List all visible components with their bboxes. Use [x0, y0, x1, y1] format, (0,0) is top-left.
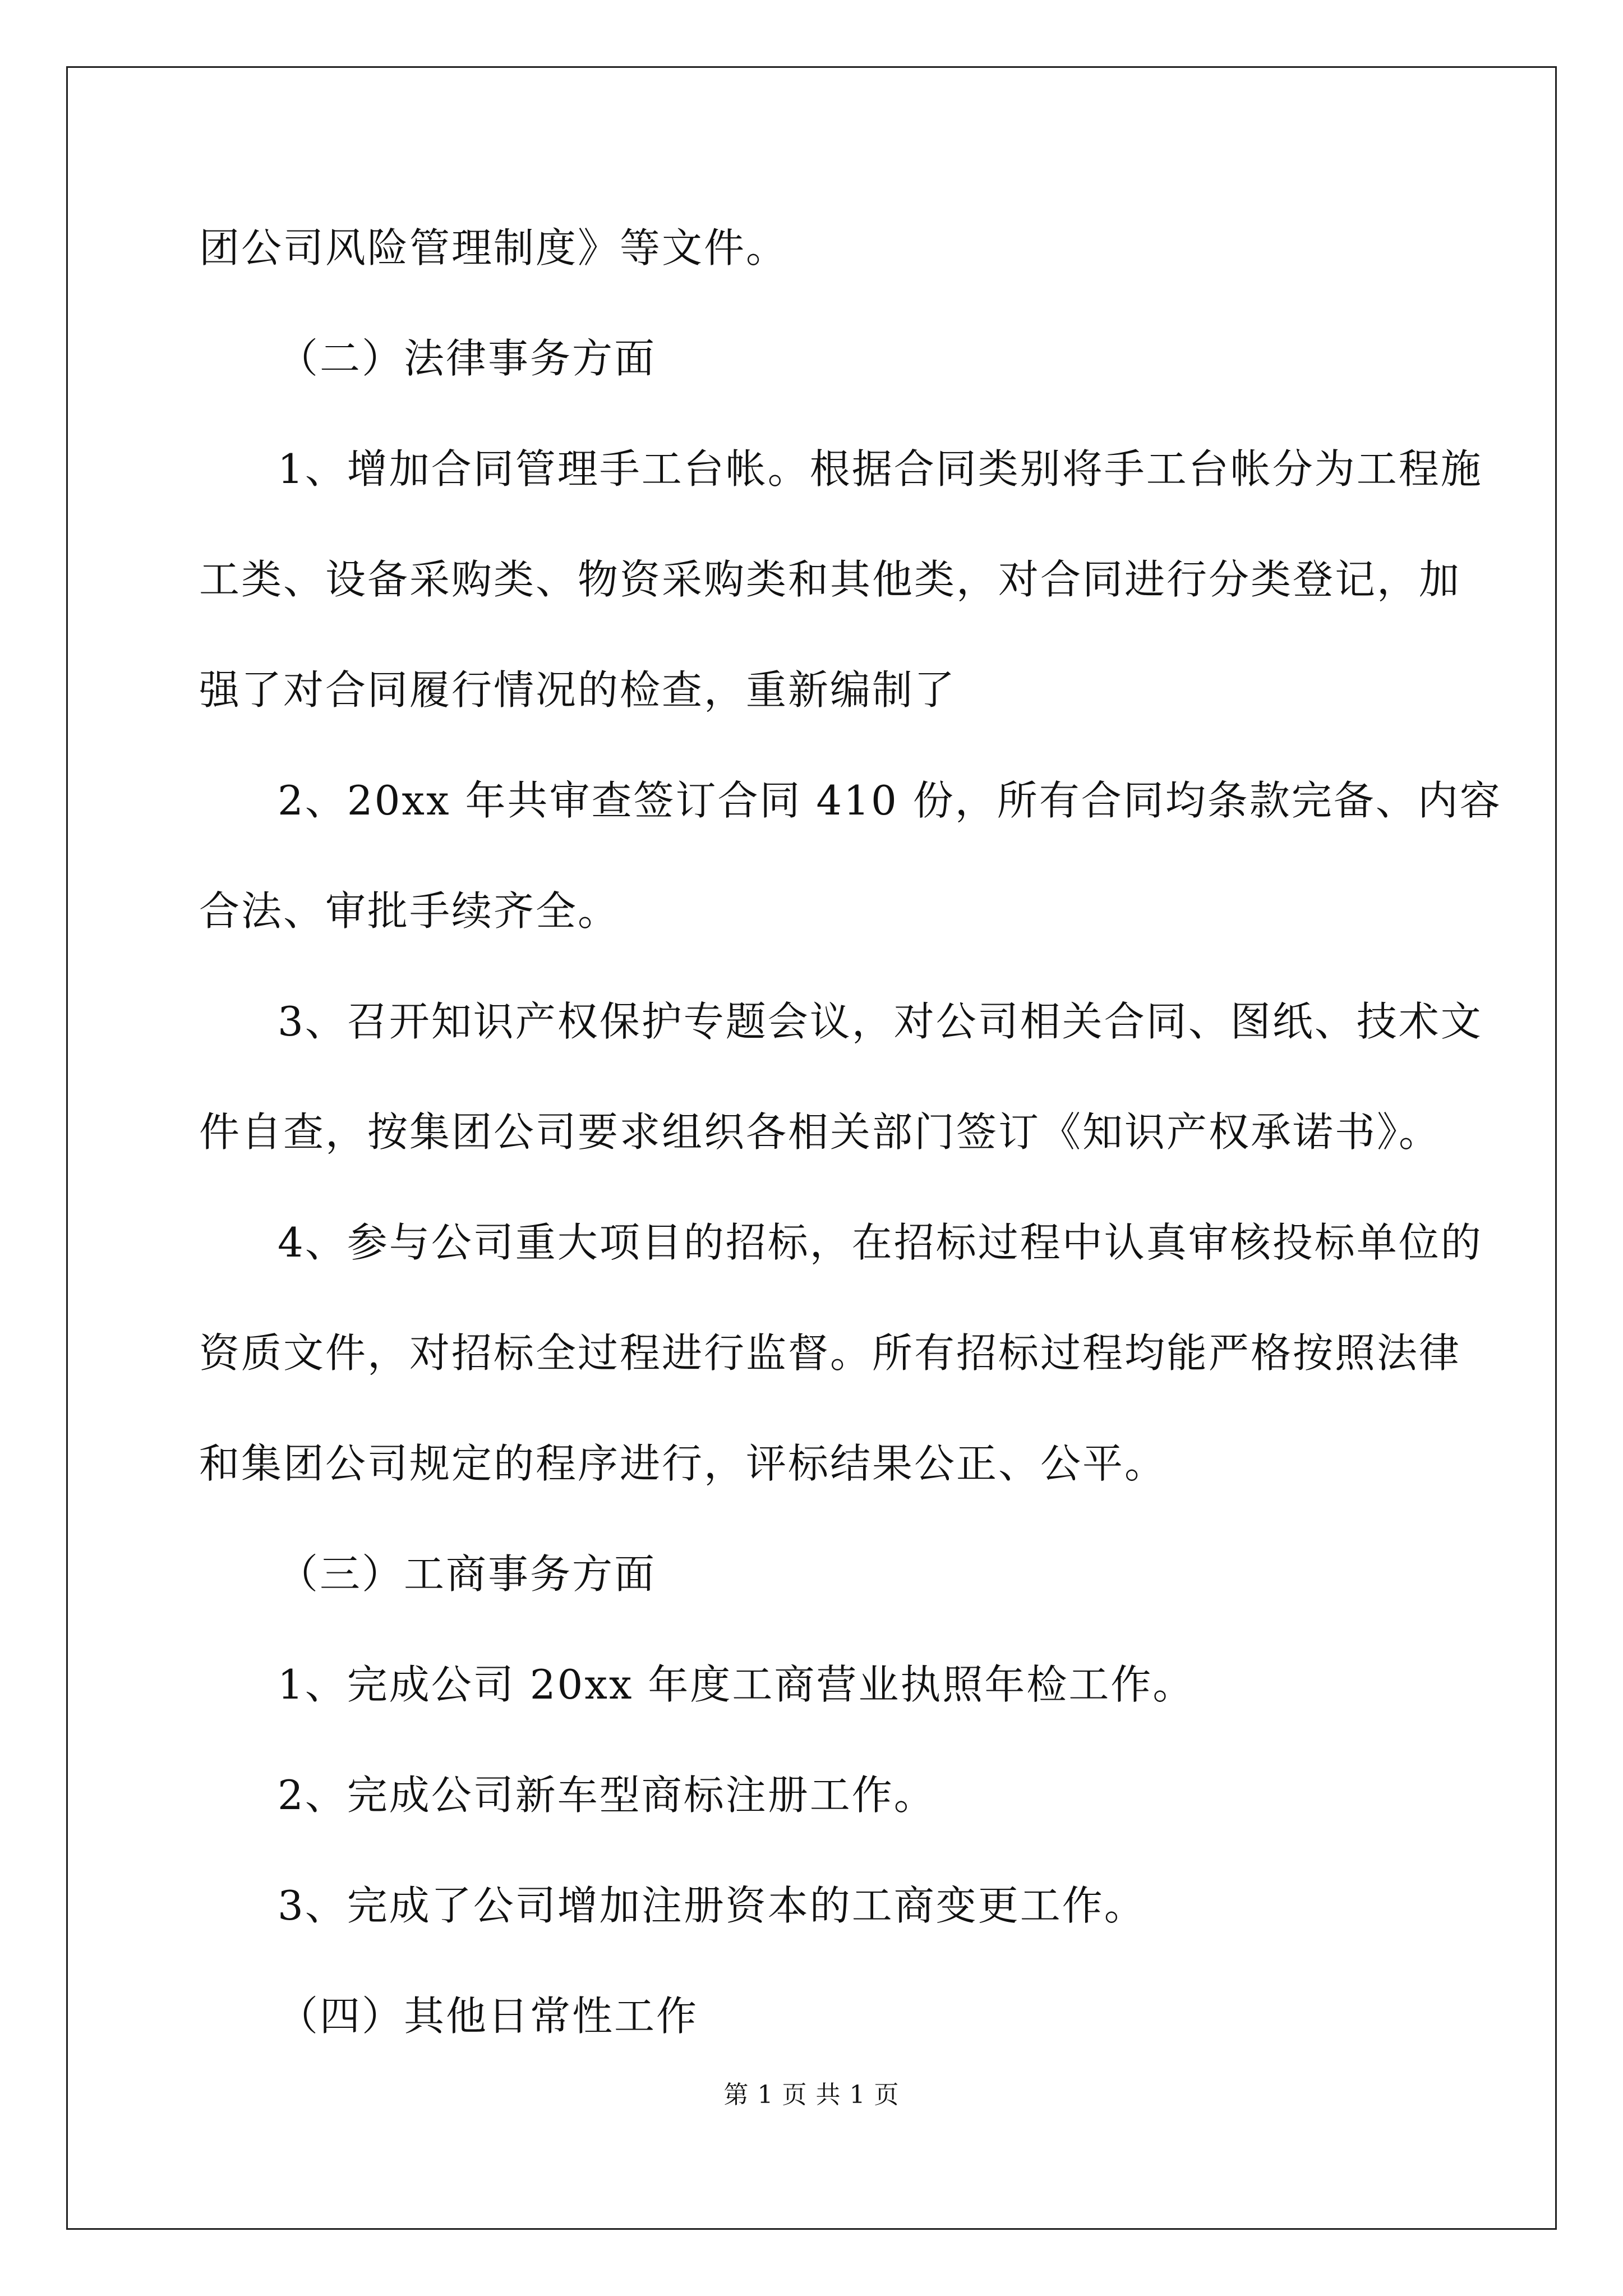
- page-number: 第 1 页 共 1 页: [723, 2081, 900, 2109]
- body-line: 2、完成公司新车型商标注册工作。: [278, 1772, 936, 1819]
- body-line: 件自查，按集团公司要求组织各相关部门签订《知识产权承诺书》。: [199, 1108, 1441, 1156]
- body-line: 资质文件，对招标全过程进行监督。所有招标过程均能严格按照法律: [199, 1329, 1461, 1377]
- section-heading: （三）工商事务方面: [278, 1550, 657, 1598]
- body-line: 3、完成了公司增加注册资本的工商变更工作。: [278, 1882, 1146, 1929]
- section-heading: （二）法律事务方面: [278, 335, 657, 382]
- body-line: 强了对合同履行情况的检查，重新编制了: [199, 666, 957, 714]
- body-line: 1、完成公司 20xx 年度工商营业执照年检工作。: [278, 1661, 1195, 1708]
- section-heading: （四）其他日常性工作: [278, 1993, 699, 2040]
- body-line: 和集团公司规定的程序进行，评标结果公正、公平。: [199, 1440, 1167, 1487]
- body-line: 团公司风险管理制度》等文件。: [199, 224, 789, 272]
- body-line: 3、召开知识产权保护专题会议，对公司相关合同、图纸、技术文: [278, 998, 1483, 1045]
- body-line: 合法、审批手续齐全。: [199, 887, 620, 935]
- body-line: 2、20xx 年共审查签订合同 410 份，所有合同均条款完备、内容: [278, 777, 1502, 824]
- body-line: 工类、设备采购类、物资采购类和其他类，对合同进行分类登记，加: [199, 556, 1461, 603]
- body-line: 1、增加合同管理手工台帐。根据合同类别将手工台帐分为工程施: [278, 445, 1483, 493]
- body-line: 4、参与公司重大项目的招标，在招标过程中认真审核投标单位的: [278, 1219, 1483, 1266]
